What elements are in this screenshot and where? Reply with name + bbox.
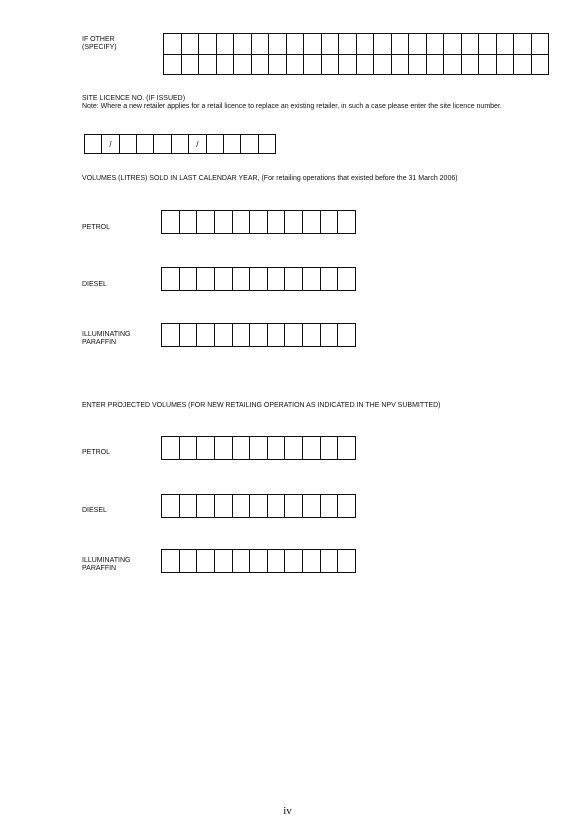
input-cell[interactable] (164, 55, 181, 75)
input-cell[interactable] (162, 324, 179, 346)
input-cell[interactable] (162, 268, 179, 290)
input-cell[interactable] (337, 495, 355, 517)
input-cell[interactable] (284, 324, 302, 346)
input-cell[interactable] (232, 550, 250, 572)
input-cell[interactable] (408, 55, 426, 75)
projected-heading: ENTER PROJECTED VOLUMES (FOR NEW RETAILING OPERATION AS INDICATED IN THE NPV SUBMITTED) (82, 402, 441, 409)
input-cell[interactable] (320, 437, 338, 459)
input-cell[interactable] (136, 135, 153, 153)
input-cell[interactable] (181, 55, 199, 75)
input-cell[interactable] (233, 55, 251, 75)
input-cell[interactable] (426, 55, 444, 75)
input-cell[interactable] (196, 211, 214, 233)
input-cell[interactable] (179, 268, 197, 290)
proj-diesel-field[interactable] (161, 494, 356, 518)
input-cell[interactable] (391, 34, 409, 54)
input-cell[interactable] (232, 268, 250, 290)
input-cell[interactable] (196, 324, 214, 346)
sold-paraffin-field[interactable] (161, 323, 356, 347)
input-cell[interactable] (302, 437, 320, 459)
input-cell[interactable] (181, 34, 199, 54)
input-cell[interactable] (513, 34, 531, 54)
input-cell[interactable] (426, 34, 444, 54)
input-cell[interactable] (302, 268, 320, 290)
input-cell[interactable] (196, 550, 214, 572)
input-cell[interactable] (496, 55, 514, 75)
input-cell[interactable] (249, 437, 267, 459)
input-cell[interactable] (232, 495, 250, 517)
input-cell[interactable] (302, 495, 320, 517)
input-cell[interactable] (478, 55, 496, 75)
input-cell[interactable] (531, 34, 549, 54)
input-cell[interactable] (214, 211, 232, 233)
input-cell[interactable] (249, 211, 267, 233)
input-cell[interactable] (338, 34, 356, 54)
input-cell[interactable] (119, 135, 136, 153)
input-cell[interactable] (373, 55, 391, 75)
input-cell[interactable] (267, 211, 285, 233)
input-cell[interactable] (258, 135, 275, 153)
input-cell[interactable] (320, 324, 338, 346)
if-other-label-line1: IF OTHER (82, 36, 115, 43)
proj-paraffin-field[interactable] (161, 549, 356, 573)
input-cell[interactable] (284, 268, 302, 290)
input-cell[interactable] (198, 55, 216, 75)
input-cell[interactable] (356, 34, 374, 54)
sold-petrol-label: PETROL (82, 224, 111, 231)
input-cell[interactable] (337, 268, 355, 290)
sold-paraffin-label (82, 331, 131, 347)
input-cell[interactable] (284, 211, 302, 233)
input-cell[interactable] (162, 550, 179, 572)
input-cell[interactable] (196, 268, 214, 290)
input-cell[interactable] (267, 268, 285, 290)
input-cell[interactable] (337, 324, 355, 346)
input-cell[interactable] (162, 495, 179, 517)
input-cell[interactable]: / (101, 135, 118, 153)
input-cell[interactable] (196, 495, 214, 517)
input-cell[interactable] (214, 550, 232, 572)
input-cell[interactable] (251, 55, 269, 75)
input-cell[interactable] (302, 211, 320, 233)
input-cell[interactable] (320, 495, 338, 517)
input-cell[interactable] (249, 550, 267, 572)
input-cell[interactable] (461, 55, 479, 75)
input-cell[interactable] (171, 135, 188, 153)
if-other-label (82, 36, 117, 52)
input-cell[interactable] (286, 55, 304, 75)
input-cell[interactable] (337, 550, 355, 572)
input-cell[interactable] (284, 437, 302, 459)
input-cell[interactable] (240, 135, 257, 153)
input-cell[interactable] (249, 324, 267, 346)
page-number: iv (283, 805, 292, 817)
input-cell[interactable] (337, 211, 355, 233)
input-cell[interactable] (232, 211, 250, 233)
input-cell[interactable] (214, 324, 232, 346)
input-cell[interactable] (496, 34, 514, 54)
input-cell[interactable] (179, 550, 197, 572)
input-cell[interactable] (408, 34, 426, 54)
input-cell[interactable] (303, 55, 321, 75)
input-cell[interactable] (251, 34, 269, 54)
input-cell[interactable] (198, 34, 216, 54)
sold-diesel-label: DIESEL (82, 281, 107, 288)
volumes-sold-heading: VOLUMES (LITRES) SOLD IN LAST CALENDAR YEAR, (For retailing operations that existed before the 31 March 2006) (82, 175, 458, 182)
input-cell[interactable] (284, 495, 302, 517)
input-cell[interactable] (214, 495, 232, 517)
sold-petrol-field[interactable] (161, 210, 356, 234)
input-cell[interactable] (356, 55, 374, 75)
input-cell[interactable] (233, 34, 251, 54)
input-cell[interactable] (232, 324, 250, 346)
input-cell[interactable] (249, 495, 267, 517)
proj-paraffin-label (82, 557, 131, 573)
if-other-label-line2: (SPECIFY) (82, 44, 117, 51)
input-cell[interactable]: / (188, 135, 205, 153)
input-cell[interactable] (223, 135, 240, 153)
proj-paraffin-label-line1: ILLUMINATING (82, 557, 131, 564)
input-cell[interactable] (320, 550, 338, 572)
input-cell[interactable] (216, 55, 234, 75)
input-cell[interactable] (164, 34, 181, 54)
input-cell[interactable] (268, 34, 286, 54)
input-cell[interactable] (321, 55, 339, 75)
input-cell[interactable] (214, 268, 232, 290)
input-cell[interactable] (286, 34, 304, 54)
site-licence-note: Note: Where a new retailer applies for a retail licence to replace an existing retailer, in such a case please enter the site licence number. (82, 103, 502, 110)
if-other-grid[interactable] (163, 33, 549, 75)
input-cell[interactable] (153, 135, 170, 153)
input-cell[interactable] (302, 324, 320, 346)
input-cell[interactable] (321, 34, 339, 54)
input-cell[interactable] (373, 34, 391, 54)
input-cell[interactable] (267, 550, 285, 572)
input-cell[interactable] (443, 34, 461, 54)
proj-petrol-label: PETROL (82, 449, 111, 456)
input-cell[interactable] (478, 34, 496, 54)
input-cell[interactable] (179, 495, 197, 517)
input-cell[interactable] (531, 55, 549, 75)
input-cell[interactable] (162, 211, 179, 233)
input-cell[interactable] (268, 55, 286, 75)
proj-diesel-label: DIESEL (82, 507, 107, 514)
input-cell[interactable] (196, 437, 214, 459)
sold-paraffin-label-line1: ILLUMINATING (82, 331, 131, 338)
input-cell[interactable] (303, 34, 321, 54)
input-cell[interactable] (179, 211, 197, 233)
input-cell[interactable] (232, 437, 250, 459)
sold-paraffin-label-line2: PARAFFIN (82, 339, 117, 346)
input-cell[interactable] (302, 550, 320, 572)
proj-petrol-field[interactable] (161, 436, 356, 460)
input-cell[interactable] (214, 437, 232, 459)
input-cell[interactable] (206, 135, 223, 153)
input-cell[interactable] (249, 268, 267, 290)
input-cell[interactable] (320, 211, 338, 233)
input-cell[interactable] (267, 495, 285, 517)
input-cell[interactable] (513, 55, 531, 75)
input-cell[interactable] (443, 55, 461, 75)
input-cell[interactable] (284, 550, 302, 572)
input-cell[interactable] (162, 437, 179, 459)
input-cell[interactable] (338, 55, 356, 75)
input-cell[interactable] (337, 437, 355, 459)
input-cell[interactable] (267, 324, 285, 346)
input-cell[interactable] (461, 34, 479, 54)
input-cell[interactable] (85, 135, 101, 153)
site-licence-grid[interactable] (84, 134, 276, 154)
input-cell[interactable] (216, 34, 234, 54)
input-cell[interactable] (179, 437, 197, 459)
input-cell[interactable] (179, 324, 197, 346)
sold-diesel-field[interactable] (161, 267, 356, 291)
input-cell[interactable] (267, 437, 285, 459)
proj-paraffin-label-line2: PARAFFIN (82, 565, 117, 572)
input-cell[interactable] (391, 55, 409, 75)
input-cell[interactable] (320, 268, 338, 290)
site-licence-heading: SITE LICENCE NO. (IF ISSUED) (82, 95, 186, 102)
